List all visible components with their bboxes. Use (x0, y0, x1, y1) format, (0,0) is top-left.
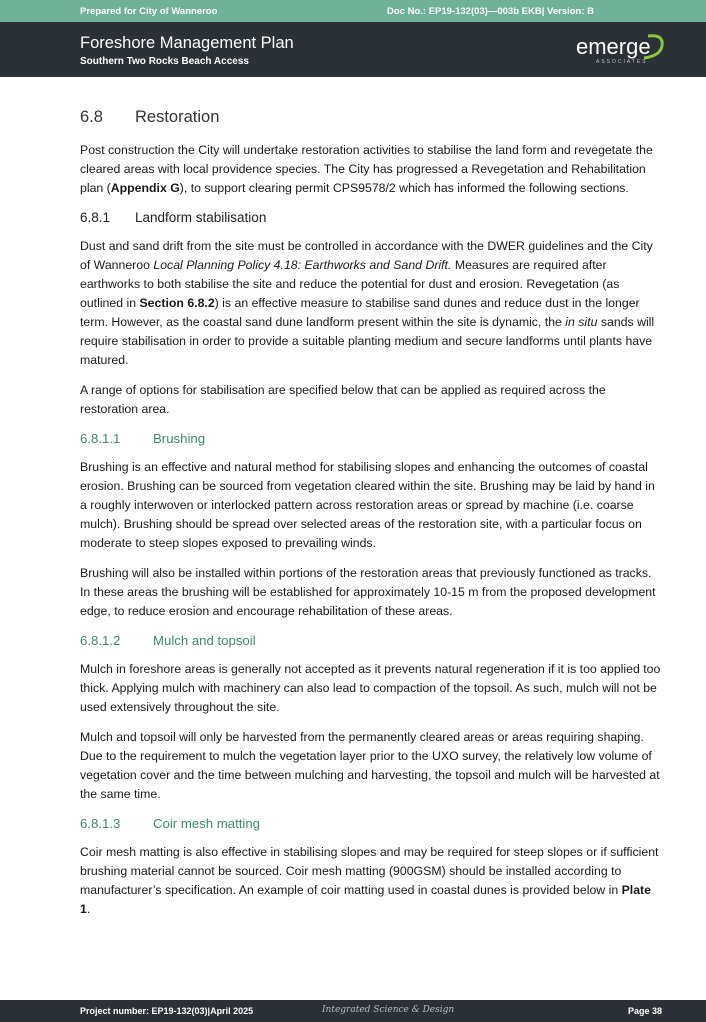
section-ref: Section 6.8.2 (139, 296, 215, 310)
header-banner (0, 22, 706, 77)
logo-subtext: ASSOCIATES (596, 59, 648, 65)
page-number: Page 38 (627, 1006, 662, 1016)
intro-paragraph: Post construction the City will undertake restoration activities to stabilise the land form and revegetate the cleared areas with local providence species. The City has progressed a Revegetation and Rehabilitation plan (Appendix G), to support clearing permit CPS9578/2 which has informed the following sections. (80, 143, 653, 195)
subsection-heading-brushing: 6.8.1.1 Brushing (80, 431, 206, 446)
appendix-ref: Appendix G (110, 181, 180, 195)
paragraph-landform-2: A range of options for stabilisation are specified below that can be applied as required across the restoration area. (80, 383, 606, 416)
project-number: Project number: EP19-132(03)|April 2025 (80, 1006, 254, 1016)
subsection-heading-mulch: 6.8.1.2 Mulch and topsoil (80, 633, 256, 648)
paragraph-brushing-2: Brushing will also be installed within portions of the restoration areas that previously functioned as tracks. In these areas the brushing will be established for approximately 10-15 m from the proposed development edge, to reduce erosion and encourage rehabilitation of these areas. (80, 566, 656, 618)
paragraph-mulch-2: Mulch and topsoil will only be harvested from the permanently cleared areas or areas requiring shaping. Due to the requirement to mulch the vegetation layer prior to the UXO survey, the relatively low volume of vegetation cover and the time between mulching and harvesting, the topsoil and mulch will be harvested at the same time. (80, 730, 660, 801)
subsection-heading-6-8-1: 6.8.1 Landform stabilisation (80, 210, 267, 225)
emerge-logo (574, 32, 668, 66)
section-heading: 6.8 Restoration (80, 108, 220, 126)
footer-tagline: Integrated Science & Design (322, 1005, 455, 1015)
paragraph-brushing-1: Brushing is an effective and natural method for stabilising slopes and enhancing the outcomes of coastal erosion. Brushing can be sourced from vegetation cleared within the site. Brushing may be laid by hand in a roughly interwoven or interlocked pattern across restoration areas or spread by machine (i.e. coarse mulch). Brushing should be spread over selected areas of the restoration site, with a particular focus on moderate to steep slopes exposed to prevailing winds. (80, 460, 655, 550)
doc-info: Doc No.: EP19-132(03)—003b EKB| Version: B (387, 6, 594, 17)
top-bar (0, 0, 706, 22)
prepared-for: Prepared for City of Wanneroo (80, 6, 218, 17)
document-title: Foreshore Management Plan (80, 34, 294, 52)
subsection-heading-coir: 6.8.1.3 Coir mesh matting (80, 816, 261, 831)
page-content (80, 108, 662, 930)
paragraph-mulch-1: Mulch in foreshore areas is generally not accepted as it prevents natural regeneration if it is too applied too thick. Applying mulch with machinery can also lead to compaction of the topsoil. As such, mulch will not be used extensively throughout the site. (80, 662, 661, 714)
paragraph-coir: Coir mesh matting is also effective in stabilising slopes and may be required for steep slopes or if sufficient brushing material cannot be sourced. Coir mesh matting (900GSM) should be installed according to manufacturer’s specification. An example of coir matting used in coastal dunes is provided below in Plate 1. (80, 845, 659, 916)
paragraph-landform-1: Dust and sand drift from the site must be controlled in accordance with the DWER guidelines and the City of Wanneroo Local Planning Policy 4.18: Earthworks and Sand Drift. Measures are required after earthworks to both stabilise the site and reduce the potential for dust and erosion. Revegetation (as outlined in Section 6.8.2) is an effective measure to stabilise sand dunes and reduce dust in the longer term. However, as the coastal sand dune landform present within the site is dynamic, the in situ sands will require stabilisation in order to provide a suitable planting medium and secure landforms until plants have matured. (80, 239, 655, 367)
plate-ref: Plate 1 (80, 883, 651, 916)
document-subtitle: Southern Two Rocks Beach Access (80, 56, 249, 67)
footer-bar (0, 1000, 706, 1022)
logo-text: emerge (576, 34, 651, 59)
